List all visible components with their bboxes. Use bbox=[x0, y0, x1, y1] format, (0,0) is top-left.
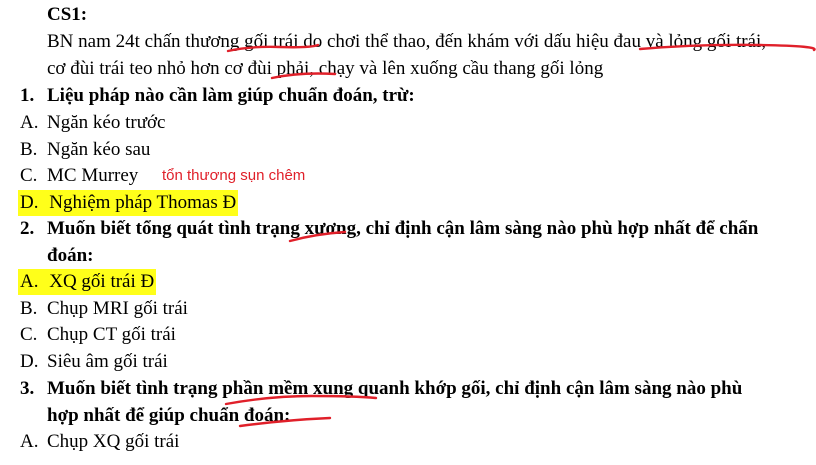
option-text: Siêu âm gối trái bbox=[47, 351, 168, 372]
highlighted-answer bbox=[18, 190, 238, 216]
question-number: 3. bbox=[20, 378, 35, 399]
question-text: Muốn biết tình trạng phần mềm xung quanh khớp gối, chỉ định cận lâm sàng nào phù bbox=[47, 378, 743, 399]
case-stem-line-1: BN nam 24t chấn thương gối trái do chơi thể thao, đến khám với dấu hiệu đau và lỏng gối trái, bbox=[47, 31, 767, 52]
option-letter: A. bbox=[20, 112, 39, 133]
question-text-cont: đoán: bbox=[47, 245, 94, 266]
option-letter: C. bbox=[20, 165, 38, 186]
case-title: CS1: bbox=[47, 4, 88, 25]
option-letter: A. bbox=[20, 431, 39, 452]
option-text: Ngăn kéo trước bbox=[47, 112, 166, 133]
option-letter: C. bbox=[20, 324, 38, 345]
option-text: XQ gối trái Đ bbox=[49, 271, 155, 292]
handwritten-annotation: tổn thương sụn chêm bbox=[162, 167, 306, 184]
option-letter: A. bbox=[20, 271, 39, 292]
option-text: Chụp MRI gối trái bbox=[47, 298, 188, 319]
option-text: MC Murrey bbox=[47, 165, 139, 186]
question-text: Muốn biết tổng quát tình trạng xương, chỉ định cận lâm sàng nào phù hợp nhất để chẩn bbox=[47, 218, 759, 239]
question-text-cont: hợp nhất để giúp chuẩn đoán: bbox=[47, 405, 291, 426]
option-text: Chụp XQ gối trái bbox=[47, 431, 180, 452]
option-letter: B. bbox=[20, 139, 38, 160]
question-number: 1. bbox=[20, 85, 35, 106]
option-letter: D. bbox=[20, 351, 39, 372]
question-number: 2. bbox=[20, 218, 35, 239]
question-text: Liệu pháp nào cần làm giúp chuẩn đoán, trừ: bbox=[47, 85, 415, 106]
option-letter: D. bbox=[20, 192, 39, 213]
option-text: Nghiệm pháp Thomas Đ bbox=[49, 192, 237, 213]
highlighted-answer bbox=[18, 269, 156, 295]
option-text: Ngăn kéo sau bbox=[47, 139, 151, 160]
option-text: Chụp CT gối trái bbox=[47, 324, 176, 345]
case-stem-line-2: cơ đùi trái teo nhỏ hơn cơ đùi phải, chạy và lên xuống cầu thang gối lỏng bbox=[47, 58, 604, 79]
option-letter: B. bbox=[20, 298, 38, 319]
